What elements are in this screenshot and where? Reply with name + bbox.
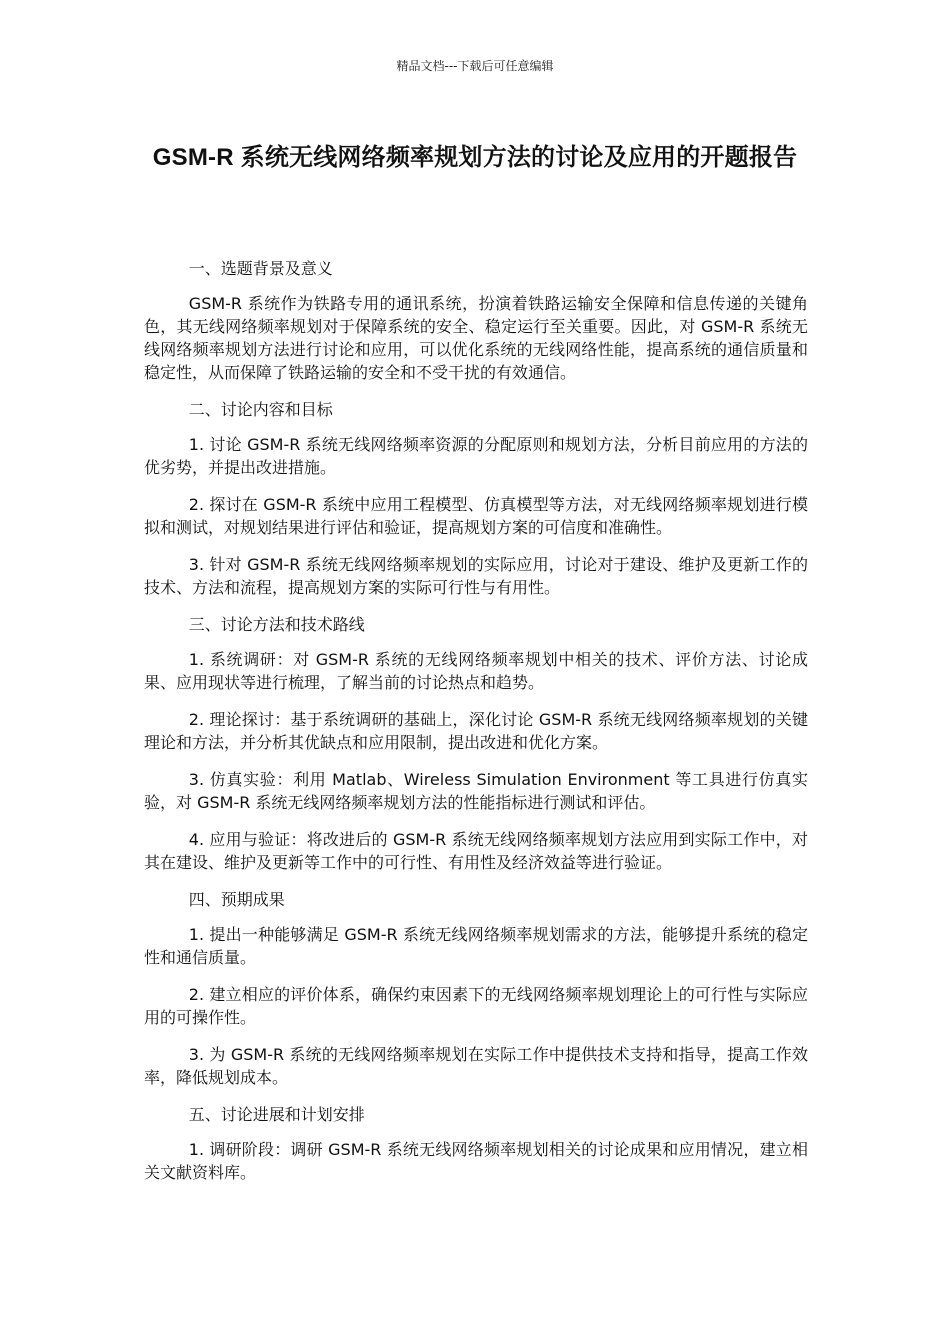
section-heading: 四、预期成果: [188, 890, 285, 909]
paragraph: 2. 建立相应的评价体系，确保约束因素下的无线网络频率规划理论上的可行性与实际应用的可操作性。: [144, 985, 808, 1027]
paragraph: 2. 理论探讨：基于系统调研的基础上，深化讨论 GSM-R 系统无线网络频率规划的关键理论和方法，并分析其优缺点和应用限制，提出改进和优化方案。: [144, 710, 808, 752]
section-heading: 五、讨论进展和计划安排: [188, 1105, 365, 1124]
paragraph: 3. 仿真实验：利用 Matlab、Wireless Simulation Environment 等工具进行仿真实验，对 GSM-R 系统无线网络频率规划方法的性能指标进行测试和评估。: [144, 770, 808, 812]
paragraph: 1. 讨论 GSM-R 系统无线网络频率资源的分配原则和规划方法，分析目前应用的方法的优劣势，并提出改进措施。: [144, 435, 808, 477]
section-heading: 二、讨论内容和目标: [188, 400, 333, 419]
paragraph: 3. 针对 GSM-R 系统无线网络频率规划的实际应用，讨论对于建设、维护及更新工作的技术、方法和流程，提高规划方案的实际可行性与有用性。: [144, 555, 808, 597]
paragraph: 1. 调研阶段：调研 GSM-R 系统无线网络频率规划相关的讨论成果和应用情况，建立相关文献资料库。: [144, 1140, 808, 1182]
paragraph: 1. 提出一种能够满足 GSM-R 系统无线网络频率规划需求的方法，能够提升系统的稳定性和通信质量。: [144, 925, 808, 967]
section-heading: 三、讨论方法和技术路线: [188, 615, 365, 634]
document-body: [144, 257, 808, 1198]
paragraph: 1. 系统调研：对 GSM-R 系统的无线网络频率规划中相关的技术、评价方法、讨论成果、应用现状等进行梳理，了解当前的讨论热点和趋势。: [144, 650, 808, 692]
document-title: GSM-R 系统无线网络频率规划方法的讨论及应用的开题报告: [152, 144, 798, 171]
paragraph: 2. 探讨在 GSM-R 系统中应用工程模型、仿真模型等方法，对无线网络频率规划进行模拟和测试，对规划结果进行评估和验证，提高规划方案的可信度和准确性。: [144, 495, 808, 537]
paragraph: GSM-R 系统作为铁路专用的通讯系统，扮演着铁路运输安全保障和信息传递的关键角色，其无线网络频率规划对于保障系统的安全、稳定运行至关重要。因此，对 GSM-R 系统无线网络频率规划方法进行讨论和应用，可以优化系统的无线网络性能，提高系统的通信质量和稳定性，从而保障了铁路运输的安全和不受干扰的有效通信。: [144, 294, 808, 382]
header-note: 精品文档---下载后可任意编辑: [396, 59, 554, 73]
section-heading: 一、选题背景及意义: [188, 259, 333, 278]
paragraph: 3. 为 GSM-R 系统的无线网络频率规划在实际工作中提供技术支持和指导，提高工作效率，降低规划成本。: [144, 1045, 808, 1087]
paragraph: 4. 应用与验证：将改进后的 GSM-R 系统无线网络频率规划方法应用到实际工作中，对其在建设、维护及更新等工作中的可行性、有用性及经济效益等进行验证。: [144, 830, 808, 872]
